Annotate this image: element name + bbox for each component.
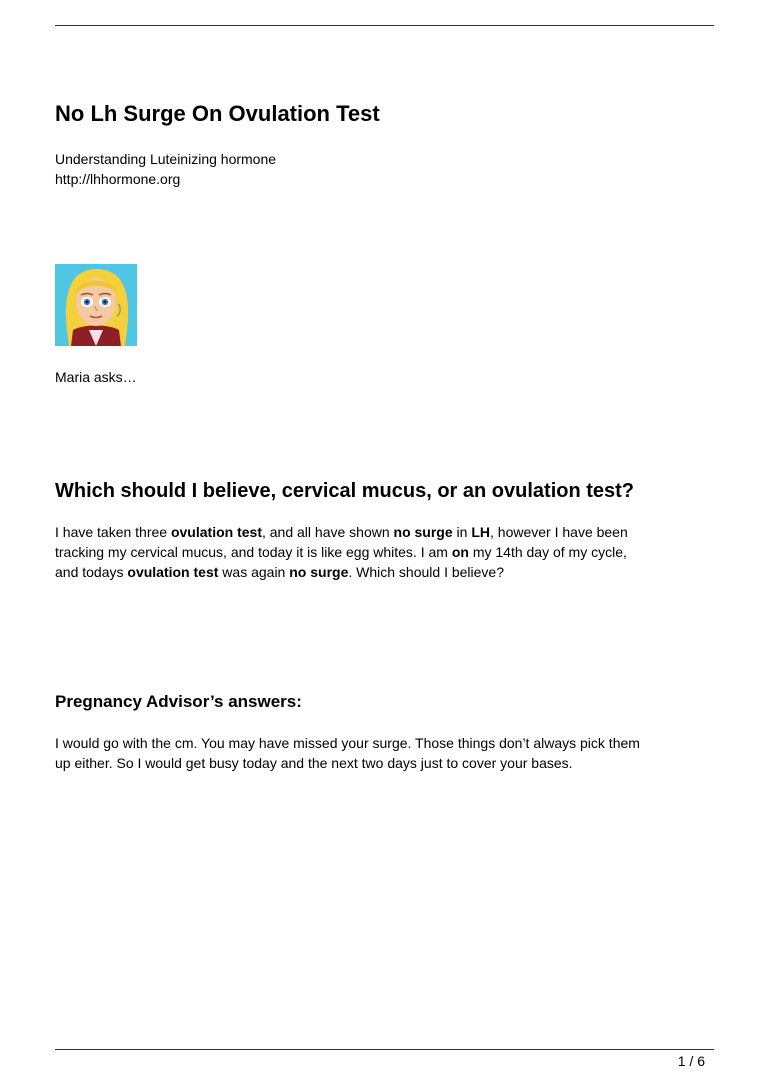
page-indicator: 1 / 6 [677, 1053, 705, 1069]
answer-line: I would go with the cm. You may have missed your surge. Those things don’t always pick them [55, 735, 640, 751]
subtitle: Understanding Luteinizing hormone [55, 151, 277, 167]
avatar-illustration [55, 264, 137, 346]
text-span: in [452, 524, 472, 540]
question-line [55, 522, 715, 542]
text-span: was again [218, 564, 290, 580]
question-line [55, 562, 715, 582]
keyword: ovulation test [127, 564, 219, 580]
text-span: . Which should I believe? [348, 564, 504, 580]
text-span: , however I have been [490, 524, 628, 540]
text-span: I have taken three [55, 524, 171, 540]
source-url: http://lhhormone.org [55, 171, 181, 187]
avatar [55, 264, 137, 346]
keyword: on [451, 544, 469, 560]
answers-heading: Pregnancy Advisor’s answers: [55, 692, 302, 711]
question-body [55, 522, 715, 582]
question-heading: Which should I believe, cervical mucus, or an ovulation test? [55, 480, 635, 502]
text-span: tracking my cervical mucus, and today it is like egg whites. I am [55, 544, 452, 560]
answer-body [55, 733, 715, 773]
footer-rule [55, 1049, 714, 1050]
asker-line: Maria asks… [55, 369, 137, 385]
keyword: no surge [393, 524, 453, 540]
answer-line: up either. So I would get busy today and the next two days just to cover your bases. [55, 755, 573, 771]
text-span: , and all have shown [261, 524, 394, 540]
keyword: ovulation test [170, 524, 262, 540]
question-line [55, 542, 715, 562]
keyword: no surge [289, 564, 349, 580]
text-span: and todays [55, 564, 128, 580]
document-meta [55, 149, 276, 189]
text-span: my 14th day of my cycle, [468, 544, 627, 560]
keyword: LH [471, 524, 490, 540]
header-rule [55, 25, 714, 26]
page-title: No Lh Surge On Ovulation Test [55, 101, 380, 126]
